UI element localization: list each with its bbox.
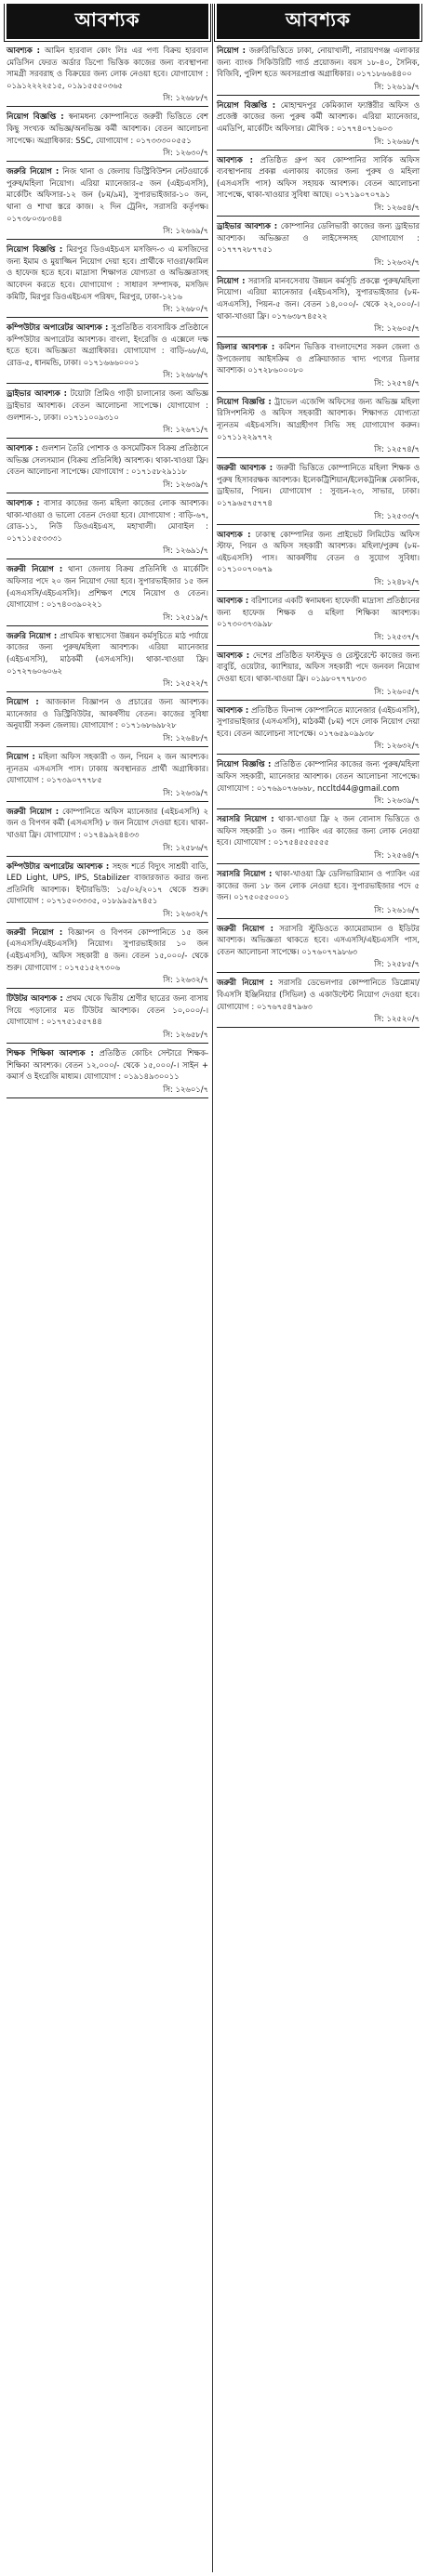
ad-heading: জরুরী নিয়োগ : (7, 927, 63, 937)
ad-footer (217, 256, 420, 271)
ad-code: সি: ১২৬১৯/৭ (374, 81, 420, 91)
ad-text: গুলশান তৈরি পোশাক ও কসমেটিকস বিক্রয় প্রতিষ্ঠানে অভিজ্ঞ সেলসম্যান (বিক্রয় প্রতিনিধি) আবশ্যক। থাকা-খাওয়া ফ্রি। বেতন আলোচনা সাপেক্ষে। যোগাযোগ : ০১৭১৫৮২৯১১৮ (7, 443, 208, 477)
ad-footer (7, 677, 208, 692)
ad-footer (217, 201, 420, 217)
classified-ad (7, 388, 208, 439)
ad-footer (7, 478, 208, 493)
ad-body (7, 992, 208, 1028)
ad-code: সি: ১২৬৩২/৭ (374, 741, 420, 751)
ad-heading: নিয়োগ বিজ্ঞপ্তি : (7, 112, 64, 122)
ad-text: থানা জেলায় বিক্রয় প্রতিনিধি ও মার্কেটিং অফিসার পদে ২০ জন নিয়োগ দেয়া হবে। সুপারভাইজার ১৫ জন (এসএসসি/এইচএসসি)। প্রশিক্ষণ শেষে নিয়োগ ও বেতন। যোগাযোগ : ০১৭৪০৩৯০২২১ (7, 564, 208, 610)
ad-text: সরাসরি স্টুডিওতে ক্যামেরাম্যান ও ইডিটর আবশ্যক। অভিজ্ঞতা থাকতে হবে। এসএসসি/এইচএসসি পাস, বেতন আলোচনা সাপেক্ষে। ০১৭৬০৭৭৯৮৬৩ (217, 923, 420, 956)
column-header: আবশ্যক (7, 4, 208, 39)
ad-text: সরাসরি ডেভেলপার কোম্পানিতে ডিপ্লোমা/বিএসসি ইঞ্জিনিয়ার (সিভিল) ও একাউন্টেন্ট নিয়োগ দেওয়া হবে। যোগাযোগ : ০১৭৬৭৫৪৭৯৬৩ (217, 978, 420, 1011)
ad-body (217, 977, 420, 1012)
ad-heading: জরুরী নিয়োগ : (217, 978, 274, 988)
ad-code: সি: ১২৬৭১/৭ (163, 425, 208, 435)
ad-footer (7, 1083, 208, 1098)
classified-ad (217, 704, 420, 756)
ad-heading: নিয়োগ বিজ্ঞপ্তি : (7, 244, 63, 255)
ad-code: সি: ১২৬৬৮/৭ (374, 136, 420, 146)
ad-body (7, 243, 208, 302)
ad-footer (7, 224, 208, 240)
ad-body (7, 1047, 208, 1083)
ad-code: সি: ১২৫৮৫/৭ (374, 959, 420, 969)
ad-code: সি: ১২৫৭৪/৭ (374, 377, 420, 388)
classified-ad (217, 868, 420, 919)
ad-body (7, 45, 208, 91)
classified-ad (7, 806, 208, 857)
classified-ad (217, 462, 420, 524)
ad-heading: ড্রাইভার আবশ্যক : (7, 388, 67, 399)
classified-ad (7, 111, 208, 162)
ad-text: প্রাথমিক স্বাস্থ্যসেবা উন্নয়ন কর্মসূচিতে মাঠ পর্যায়ে কাজের জন্য পুরুষ/মহিলা আবশ্যক। এরিয়া ম্যানেজার (এইচএসসি), মাঠকর্মী (এসএসসি)। থাকা-খাওয়া ফ্রি। ০১৭২৭৬০৬০৬২ (7, 630, 208, 676)
ad-body (7, 563, 208, 610)
ad-footer (7, 973, 208, 989)
ad-code: সি: ১২৫৩৩/৭ (374, 510, 420, 520)
classified-ad (217, 154, 420, 217)
ad-text: স্বনামধন্য কোম্পানিতে জরুরী ভিত্তিতে বেশ কিছু সংখ্যক অভিজ্ঞ/অনভিজ্ঞ কর্মী আবশ্যক। বেতন আলোচনা সাপেক্ষে। অগ্রাধিকার: SSC, যোগাযোগ : ০১৭৩৩৩০০৫৫১ (7, 112, 208, 145)
ad-text: প্রতিষ্ঠিত কোচিং সেন্টারে শিক্ষক-শিক্ষিকা আবশ্যক। বেতন ১২,০০০/- থেকে ১৫,০০০/-। সাইন + কমার্স ও ইংরেজি মাধ্যম। যোগাযোগ : ০১৯১৪৯৩০০১১ (7, 1048, 209, 1082)
classified-ad (7, 322, 208, 384)
ad-code: সি: ১২৬০৫/৭ (374, 686, 420, 696)
ad-code: সি: ১২৬৩৯/৭ (374, 795, 420, 806)
ads-list (7, 45, 208, 1098)
classified-ad (7, 1047, 208, 1098)
ad-footer (7, 302, 208, 318)
ad-text: বাসার কাজের জন্য মহিলা কাজের লোক আবশ্যক। থাকা-খাওয়া ও ভালো বেতন দেওয়া হবে। যোগাযোগ : বাড়ি-৬৭, রোড-১১, নিউ ডিওএইচএস, মহাখালী। মোবাইল : ০১৭১১৫৫৩৩৩১ (7, 498, 208, 543)
ad-code: সি: ১২৫৩৭/৭ (374, 631, 420, 641)
classified-ad (217, 650, 420, 701)
classified-ad (217, 396, 420, 458)
ad-code: সি: ১২৫৮৬/৭ (163, 842, 208, 852)
ad-text: নিজ থানা ও জেলায় ডিস্ট্রিবিউশন নেটওয়ার্কে পুরুষ/মহিলা নিয়োগ। এরিয়া ম্যানেজার-৫ জন (এইচএসসি), মার্কেটিং অফিসার-১২ জন (৮ম/৯ম), সুপারভাইজার-১০ জন, থানা ও শাখা স্তরে কাজ। ২ দিন ট্রেনিং, সরাসরি কর্তৃপক্ষ। ০১৭৩৮০৩৮৩৪৪ (7, 166, 208, 223)
classified-ad (7, 630, 208, 692)
ad-text: ট্রাভেল এজেন্সি অফিসের জন্য অভিজ্ঞ মহিলা রিসিপশনিস্ট ও অফিস সহকারী আবশ্যক। শিক্ষাগত যোগ্যতা ন্যূনতম এইচএসসি। আগ্রহীগণ সিভি সহ যোগাযোগ করুন। ০১৭১১২২৯৭৭২ (217, 396, 420, 441)
ad-body (217, 220, 420, 256)
ad-heading: সরাসরি নিয়োগ : (217, 814, 274, 824)
ad-footer (7, 611, 208, 626)
ad-footer (7, 786, 208, 802)
ad-footer (217, 685, 420, 701)
ad-footer (7, 907, 208, 923)
classified-ad (7, 45, 208, 107)
ads-list (217, 45, 420, 1028)
ad-heading: নিয়োগ : (7, 751, 35, 761)
ad-heading: আবশ্যক : (7, 498, 40, 508)
classified-ad (217, 595, 420, 646)
ad-text: প্রতিষ্ঠিত ফিনান্স কোম্পানিতে ম্যানেজার (এইচএসসি), সুপারভাইজার (এসএসসি), মাঠকর্মী (৮ম) পদে লোক নিয়োগ দেয়া হবে। বেতন আলোচনা সাপেক্ষে। ০১৭৬৫৯০৯৯৩৮ (217, 704, 420, 738)
ad-body (7, 497, 208, 544)
ad-code: সি: ১২৬৫৪/৭ (374, 202, 420, 212)
ad-heading: জরুরি নিয়োগ : (7, 630, 58, 640)
ad-text: মিরপুর ডিওএইচএস মসজিদ-৩ এ মসজিদের জন্য ইমাম ও মুয়াজ্জিন নিয়োগ দেয়া হবে। প্রার্থীকে দাওরা/কামিল ও হাফেজ হতে হবে। মাদ্রাসা শিক্ষাগত যোগ্যতা ও অভিজ্ঞতাসহ আবেদন করতে হবে। যোগাযোগ : সাধারণ সম্পাদক, মসজিদ কমিটি, মিরপুর ডিওএইচএস পরিষদ, মিরপুর, ঢাকা-১২১৬ (7, 244, 208, 301)
ad-text: টয়োটা প্রিমিও গাড়ী চালানোর জন্য অভিজ্ঞ ড্রাইভার আবশ্যক। বেতন আলোচনা সাপেক্ষে। যোগাযোগ : গুলশান-১, ঢাকা। ০১৭১১০০৯৩১০ (7, 388, 208, 422)
classified-ad (217, 977, 420, 1028)
ad-code: সি: ১২৬৩৯/৭ (163, 787, 208, 797)
ad-code: সি: ১২৫৬৪/৭ (374, 849, 420, 860)
classified-ad (7, 992, 208, 1044)
ad-footer (7, 544, 208, 559)
ad-footer (217, 135, 420, 151)
classified-ad (217, 813, 420, 864)
classified-ad (217, 923, 420, 974)
ad-footer (217, 848, 420, 864)
ad-heading: আবশ্যক : (217, 529, 251, 539)
ad-code: সি: ১২৬৩৯/৭ (163, 480, 208, 490)
ad-footer (217, 630, 420, 646)
ad-heading: শিক্ষক শিক্ষিকা আবশ্যক : (7, 1048, 94, 1058)
classified-ad (7, 927, 208, 989)
ad-heading: আবশ্যক : (217, 650, 250, 660)
ad-body (217, 758, 420, 794)
ad-heading: নিয়োগ বিজ্ঞপ্তি : (217, 396, 272, 406)
ad-body (217, 275, 420, 322)
ad-text: আমিন হারবাল কোং লিঃ এর পণ্য বিক্রয় হারবাল মেডিসিন ফেরত অর্ডার ডিপো ভিত্তিক কাজের জন্য ব্যবস্থাপনা সামগ্রী সরবরাহ ও বিক্রয়ের জন্য লোক নেওয়া হবে। যোগাযোগ : ০১৯১২২২২৫১৫, ০১৯১৫৫৫০৩৬৫ (7, 46, 208, 90)
ad-text: থাকা-খাওয়া ফ্রি ২ জন বোনাস ভিত্তিতে ও অফিস সহকারী ১০ জন। প্যাকিং এর কাজের জন্য লোক নেওয়া হবে। যোগাযোগ : ০১৭৫৪৫৫৫৫৫৫ (217, 814, 420, 848)
ad-heading: নিয়োগ : (217, 275, 246, 285)
ad-text: মহিলা অফিস সহকারী ৩ জন, পিয়ন ২ জন আবশ্যক। ন্যূনতম এসএসসি পাস। ঢাকায় অবস্থানরত প্রার্থী অগ্রাধিকার। যোগাযোগ : ০১৭৩৯০৭৭৭৮৫ (7, 751, 208, 785)
ad-body (7, 630, 208, 677)
ad-body (217, 341, 420, 376)
ad-heading: আবশ্যক : (7, 443, 39, 453)
classified-ad (7, 497, 208, 559)
ad-heading: কম্পিউটার অপারেটর আবশ্যক : (7, 322, 109, 333)
classified-ad (217, 275, 420, 337)
ad-code: সি: ১২৬৯১/৭ (163, 545, 208, 556)
ad-heading: ড্রাইভার আবশ্যক : (217, 220, 278, 230)
ad-footer (7, 1028, 208, 1044)
ad-heading: আবশ্যক : (217, 704, 249, 715)
ad-text: কোম্পানিতে অফিস ম্যানেজার (এইচএসসি) ২ জন ও বিপণন কর্মী (এসএসসি) ৮ জন নিয়োগ দেওয়া হবে। থাকা-খাওয়া ফ্রি। যোগাযোগ : ০১৭৪৯৯২৪৪৩৩ (7, 806, 208, 839)
ad-heading: আবশ্যক : (217, 596, 249, 605)
ad-body (7, 751, 208, 786)
ad-text: সরাসরি মানবসেবায় উন্নয়ন কর্মসূচি প্রকল্পে পুরুষ/মহিলা নিয়োগ। এরিয়া ম্যানেজার (এইচএসসি), সুপারভাইজার (৮ম-এসএসসি), পিয়ন-৫ জন। বেতন ১৪,০০০/- থেকে ২২,০০০/-। থাকা-খাওয়া ফ্রি। ০১৭৬৩৮৭৪৫২২ (217, 275, 420, 321)
ad-footer (7, 146, 208, 162)
ad-heading: সরাসরি নিয়োগ : (217, 868, 273, 878)
classified-ad (217, 99, 420, 151)
ad-body (217, 650, 420, 685)
ad-body (7, 322, 208, 368)
ad-code: সি: ১২৬৮৬/৭ (163, 370, 208, 380)
ad-text: আজকাল বিজ্ঞাপন ও প্রচারের জন্য আবশ্যক। ম্যানেজার ও ডিস্ট্রিবিউটর, আকর্ষণীয় বেতন। কাজের সুবিধা অনুযায়ী সকল জেলায়। যোগাযোগ : ০১৭১৬৮৬৯৮২৮ (7, 697, 208, 730)
ad-text: থাকা-খাওয়া ফ্রি ডেলিভারিম্যান ও প্যাকিং এর কাজের জন্য ১৮ জন লোক নেওয়া হবে। সুপারভাইজার পদে ৫ জন। ০১৭৫০৫৫০০০১ (217, 868, 420, 902)
ad-code: সি: ১২৫১৯/৭ (163, 611, 208, 622)
ad-footer (7, 368, 208, 384)
ad-code: সি: ১২৬৮৮/৭ (163, 93, 208, 103)
ad-body (217, 923, 420, 958)
ad-footer (217, 903, 420, 919)
ad-footer (217, 80, 420, 96)
ad-code: সি: ১২৬৩২/৭ (374, 256, 420, 267)
ad-body (217, 99, 420, 135)
ad-heading: জরুরি নিয়োগ : (7, 166, 60, 177)
classified-ad (7, 442, 208, 493)
ad-footer (217, 794, 420, 809)
ad-code: সি: ১২৬৩২/৭ (163, 908, 208, 918)
ad-footer (7, 731, 208, 747)
ad-body (7, 806, 208, 841)
classified-ad (217, 529, 420, 591)
ad-text: সুপ্রতিষ্ঠিত ব্যবসায়িক প্রতিষ্ঠানে কম্পিউটার অপারেটর আবশ্যক। বাংলা, ইংরেজি ও এক্সেলে দক্ষ হতে হবে। অভিজ্ঞতা অগ্রাধিকার। যোগাযোগ : বাড়ি-৬৮/এ, রোড-৫, ধানমন্ডি, ঢাকা। ০১৭১৬৬৬০০০১ (7, 322, 208, 367)
ad-body (7, 111, 208, 146)
ad-heading: টিউটর আবশ্যক : (7, 993, 63, 1004)
ad-text: কোম্পানির ডেলিভারী কাজের জন্য ড্রাইভার আবশ্যক। অভিজ্ঞতা ও লাইসেন্সসহ যোগাযোগ : ০১৭৭৭২৮৭৭৫১ (217, 220, 420, 255)
ad-text: মোহাম্মদপুর কেমিক্যাল ফ্যাক্টরীর অফিস ও প্রজেক্ট কাজের জন্য পুরুষ কর্মী আবশ্যক। এরিয়া ম্যানেজার, এমডিপি, মার্কেটিং অফিসার। মৌখিক : ০১৭৭৪০৭১৬০৩ (217, 99, 420, 133)
ad-body (217, 595, 420, 630)
ad-footer (7, 423, 208, 439)
classified-ad (217, 45, 420, 96)
ad-heading: জরুরী নিয়োগ : (7, 564, 63, 574)
ad-body (217, 462, 420, 508)
ad-code: সি: ১২৬৬৯/৭ (163, 226, 208, 236)
classified-ad (7, 165, 208, 240)
ad-body (7, 165, 208, 224)
ad-heading: আবশ্যক : (7, 46, 41, 55)
ad-code: সি: ১২৫২২/৭ (163, 678, 208, 689)
ad-text: প্রথম থেকে দ্বিতীয় শ্রেণীর ছাত্রের জন্য বাসায় গিয়ে পড়ানোর মত টিউটর আবশ্যক। বেতন ১০,০০০/-। যোগাযোগ : ০১৭৭৫১৫৫৭৪৪ (7, 993, 208, 1027)
classified-column-left (3, 4, 213, 2572)
ad-body (217, 396, 420, 442)
ad-footer (7, 91, 208, 107)
ad-text: দেশের প্রতিষ্ঠিত ফাস্টফুড ও রেস্টুরেন্টে কাজের জন্য বাবুর্চি, ওয়েটার, ক্যাশিয়ার, অফিস সহকারী পদে জনবল নিয়োগ দেওয়া হবে। থাকা-খাওয়া ফ্রি। ০১৯৮০৭৭৭৮৩৩ (217, 650, 420, 683)
ad-footer (217, 376, 420, 392)
ad-heading: নিয়োগ বিজ্ঞপ্তি : (217, 759, 272, 769)
ad-code: সি: ১২৬৩২/৭ (163, 975, 208, 985)
ad-text: সহজ শর্তে বিদ্যুৎ সাশ্রয়ী বাতি, LED Light, UPS, IPS, Stabilizer বাজারজাত করার জন্য প্রতিনিধি আবশ্যক। ইন্টারভিউ: ১৫/০২/২০১৭ থেকে শুরু। যোগাযোগ : ০১৭১৫০৩৩৩৫, ০১৮৯৯৫৯৭৪৫১ (7, 861, 208, 906)
ad-code: সি: ১২৫২০/৭ (374, 1014, 420, 1024)
classified-ad (7, 563, 208, 625)
ad-code: সি: ১২৫৭৪/৭ (374, 444, 420, 454)
ad-footer (7, 841, 208, 857)
ad-footer (217, 442, 420, 458)
classified-ad (7, 751, 208, 802)
classified-column-right (213, 4, 423, 2572)
ad-text: প্রতিষ্ঠিত কোম্পানির কাজের জন্য পুরুষ/মহিলা অফিস সহকারী, ম্যানেজার আবশ্যক। বেতন আলোচনা সাপেক্ষে। যোগাযোগ : ০১৭৬৯০৭৬৬৬৮, nccltd44@gmail.com (217, 759, 420, 793)
ad-body (217, 529, 420, 575)
ad-code: সি: ১২৬০১/৭ (163, 1084, 208, 1094)
ad-body (7, 861, 208, 907)
ad-heading: নিয়োগ বিজ্ঞপ্তি : (217, 99, 276, 110)
ad-code: সি: ১২৬০৫/৭ (374, 323, 420, 334)
ad-body (217, 813, 420, 848)
ad-heading: জরুরী নিয়োগ : (217, 923, 274, 933)
ad-heading: ডিলার আবশ্যক : (217, 342, 275, 352)
ad-body (7, 388, 208, 423)
classified-ad (217, 220, 420, 271)
ad-body (217, 45, 420, 80)
ad-footer (217, 739, 420, 755)
ad-code: সি: ১২৪৮২/৭ (374, 577, 420, 586)
ad-heading: জরুরী নিয়োগ : (7, 806, 60, 816)
ad-code: সি: ১২৬৮০/৭ (163, 304, 208, 314)
ad-code: সি: ১২৬৪৮/৭ (163, 732, 208, 743)
ad-heading: জরুরী আবশ্যক : (217, 463, 274, 473)
classified-ad (217, 341, 420, 392)
ad-body (7, 927, 208, 973)
classified-ad (7, 696, 208, 747)
ad-text: প্রতিষ্ঠিত গ্রুপ অব কোম্পানির সার্বিক অফিস ব্যবস্থাপনায় প্রকল্প এলাকায় কাজের জন্য পুরুষ ও মহিলা (এসএসসি পাস) অফিস সহায়ক আবশ্যক। বেতন আলোচনা সাপেক্ষে, থাকা-খাওয়ার সুবিধা আছে। ০১৭১৯০৭০৭৯১ (217, 154, 420, 200)
ad-heading: আবশ্যক : (217, 154, 254, 164)
ad-footer (217, 957, 420, 973)
ad-text: জরুরিভিত্তিতে ঢাকা, নোয়াখালী, নারায়ণগঞ্জ এলাকার জন্য ব্যাংক সিকিউরিটি গার্ড প্রয়োজন। বয়স ১৮-৪০, সৈনিক, বিজিবি, পুলিশ হতে অবসরপ্রাপ্ত অগ্রাধিকার। ০১৭১৮৬৬৪৪০০ (217, 46, 420, 79)
column-header: আবশ্যক (217, 4, 420, 39)
ad-heading: নিয়োগ : (7, 697, 39, 707)
ad-body (7, 696, 208, 731)
ad-text: বিজ্ঞাপন ও বিপণন কোম্পানিতে ১৫ জন (এসএসসি/এইচএসসি) নিয়োগ। সুপারভাইজার ১০ জন (এইচএসসি), অফিস সহকারী ৪ জন। বেতন ১৫,০০০/- থেকে শুরু। যোগাযোগ : ০১৭৫১৫২৭৩০৬ (7, 927, 208, 972)
ad-body (217, 868, 420, 903)
ad-code: সি: ১২৬৩০/৭ (163, 148, 208, 158)
ad-text: ঢাকাস্থ কোম্পানির জন্য প্রাইভেট লিমিটেড অফিস স্টাফ, পিয়ন ও অফিস সহকারী আবশ্যক। মহিলা/পুরুষ (৮ম-এইচএসসি) পাস। আকর্ষণীয় বেতন ও সুযোগ সুবিধা। ০১৭১০০৭০৬৭৯ (217, 529, 420, 574)
ad-text: বরিশালের একটি স্বনামধন্য হাফেজী মাদ্রাসা প্রতিষ্ঠানের জন্য হাফেজ শিক্ষক ও মহিলা শিক্ষিকা আবশ্যক। ০১৭৩০৩৭৩৯৯৮ (217, 596, 420, 629)
ad-text: জরুরী ভিত্তিতে কোম্পানিতে মহিলা শিক্ষক ও পুরুষ হিসাবরক্ষক আবশ্যক। ইলেকট্রিশিয়ান/ইলেকট্রনিক্স মেকানিক, ড্রাইভার, পিয়ন। যোগাযোগ : সুবচন-২৩, সাভার, ঢাকা। ০১৭৯৬৫৭৫৭৭৪ (217, 463, 420, 508)
ad-code: সি: ১২৬৫৮/৭ (163, 1030, 208, 1040)
ad-footer (217, 509, 420, 525)
ad-body (217, 154, 420, 201)
classified-ad (217, 758, 420, 809)
classified-ad (7, 861, 208, 923)
ad-heading: কম্পিউটার অপারেটর আবশ্যক : (7, 861, 110, 871)
ad-body (217, 704, 420, 740)
ad-text: কমিশন ভিত্তিক বাংলাদেশের সকল জেলা ও উপজেলায় আইসক্রিম ও প্রক্রিয়াজাত খাদ্য পণ্যের ডিলার আবশ্যক। ০১৭২৮৬০০০৮০ (217, 342, 420, 375)
ad-heading: নিয়োগ : (217, 46, 246, 55)
ad-footer (217, 575, 420, 591)
classified-ad (7, 243, 208, 318)
ad-code: সি: ১২৬১৬/৭ (374, 904, 420, 914)
ad-footer (217, 322, 420, 337)
ad-body (7, 442, 208, 478)
ad-footer (217, 1012, 420, 1028)
